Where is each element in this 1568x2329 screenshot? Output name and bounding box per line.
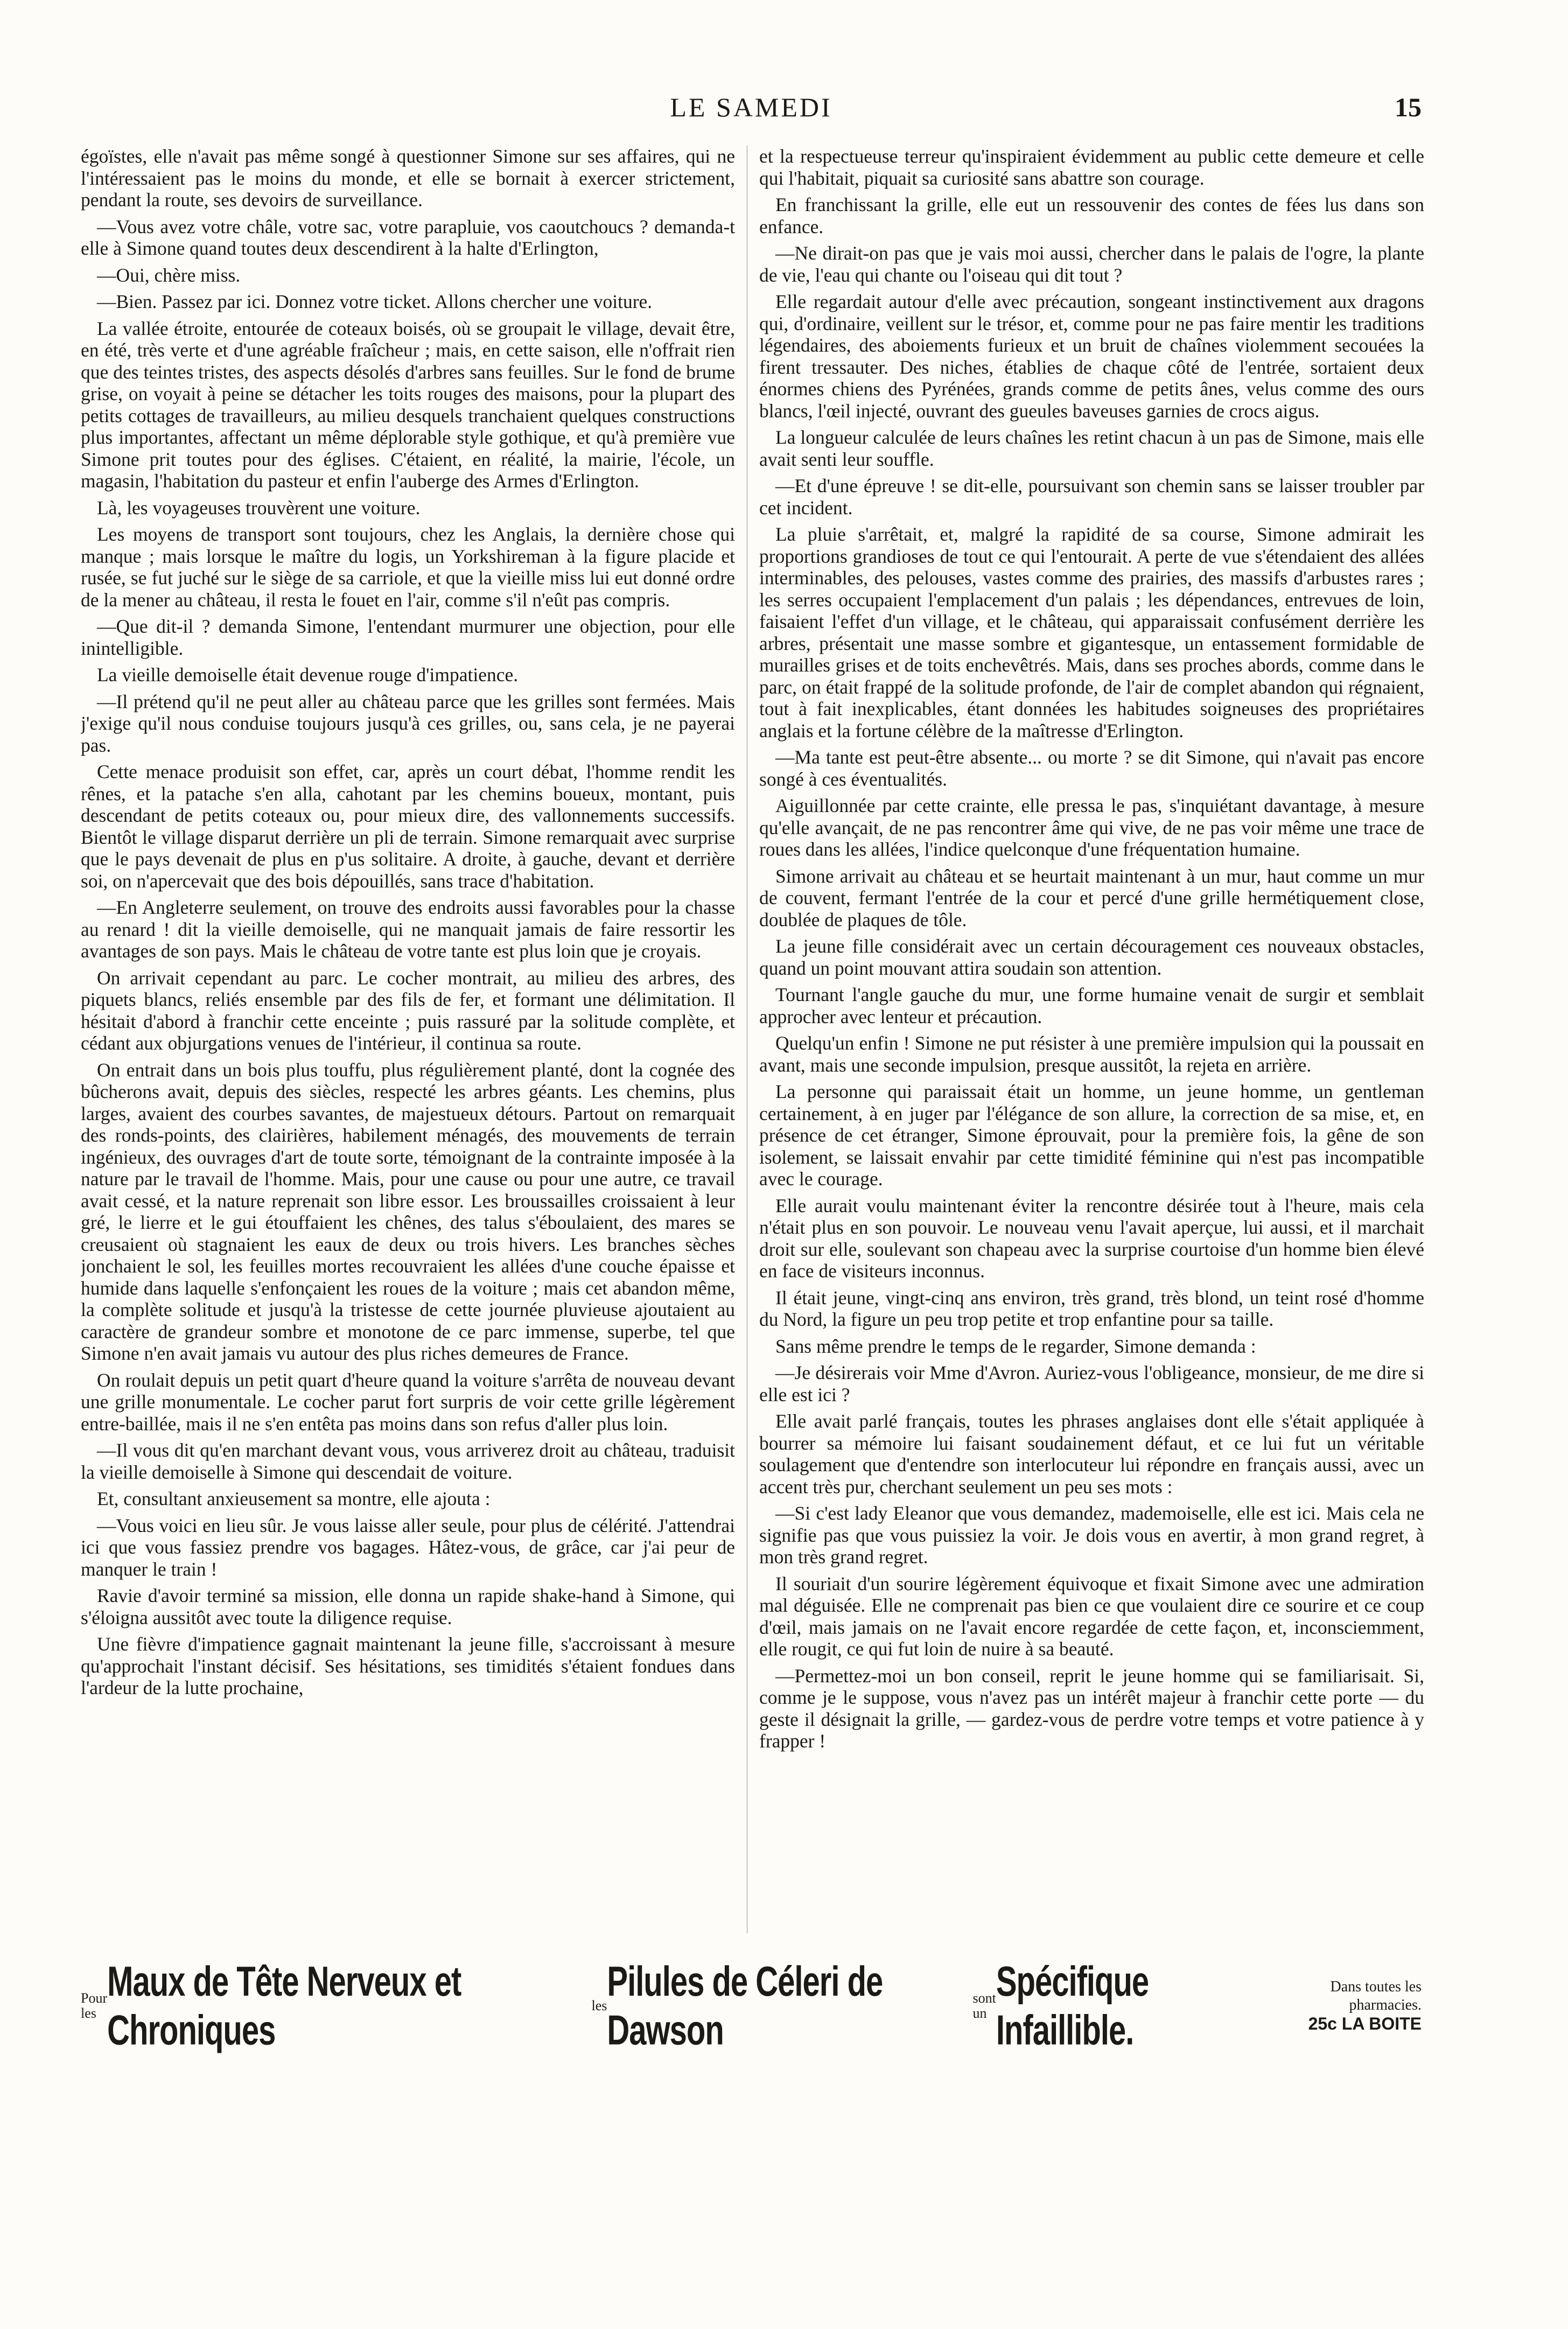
paragraph: En franchissant la grille, elle eut un ressouvenir des contes de fées lus dans son enfance. [759,194,1424,237]
ad-word-un: un [972,2005,987,2021]
paragraph: —Permettez-moi un bon conseil, reprit le jeune homme qui se familiarisait. Si, comme je le suppose, vous n'avez pas un intérêt majeur à franchir cette porte — du geste il désignait la grille, — gardez-vous de perdre votre temps et votre patience à y frapper ! [759,1664,1424,1752]
paragraph: Quelqu'un enfin ! Simone ne put résister à une première impulsion qui la poussait en avant, mais une seconde impulsion, presque aussitôt, la rejeta en arrière. [759,1032,1424,1076]
paragraph: —En Angleterre seulement, on trouve des endroits aussi favorables pour la chasse au renard ! dit la vieille demoiselle, qui ne manquait jamais de faire ressortir les avantages de son pays. Mais le château de votre tante est plus loin que je croyais. [81,897,735,962]
paragraph: —Ne dirait-on pas que je vais moi aussi, chercher dans le palais de l'ogre, la plante de vie, l'eau qui chante ou l'oiseau qui dit tout ? [759,242,1424,286]
ad-word-sont: sont [972,1990,996,2006]
paragraph: La pluie s'arrêtait, et, malgré la rapidité de sa course, Simone admirait les proportions grandioses de tout ce qui l'entourait. A perte de vue s'étendaient des allées interminables, des pelouses, vastes comme des prairies, des massifs d'arbustes rares ; les serres occupaient l'emplacement d'un palais ; les dépendances, entrevues de loin, faisaient l'effet d'un village, et le château, qui apparaissait confusément derrière les arbres, présentait une masse sombre et gigantesque, un entassement formidable de murailles grises et de toits enchevêtrés. Mais, dans ses proches abords, comme dans le parc, on était frappé de la solitude profonde, de l'air de complet abandon qui régnaient, tout à fait inexplicables, étant données les habitudes soigneuses des propriétaires anglais et la fortune célèbre de la maîtresse d'Erlington. [759,523,1424,742]
paragraph: Elle aurait voulu maintenant éviter la rencontre désirée tout à l'heure, mais cela n'était plus en son pouvoir. Le nouveau venu l'avait aperçue, lui aussi, et il marchait droit sur elle, soulevant son chapeau avec la surprise courtoise d'un homme bien élevé en face de visiteurs inconnus. [759,1194,1424,1282]
ad-price: 25c LA BOITE [1308,2013,1422,2033]
ad-pharmacies: Dans toutes les pharmacies. [1330,1978,1422,2013]
paragraph: Il était jeune, vingt-cinq ans environ, très grand, très blond, un teint rosé d'homme du Nord, la figure un peu trop petite et trop enfantine pour sa taille. [759,1286,1424,1330]
paragraph: —Si c'est lady Eleanor que vous demandez, mademoiselle, elle est ici. Mais cela ne signifie pas que vous puissiez la voir. Je dois vous en avertir, à mon grand regret, à mon très grand regret. [759,1502,1424,1568]
paragraph: —Oui, chère miss. [97,264,241,286]
paragraph: Tournant l'angle gauche du mur, une forme humaine venait de surgir et semblait approcher avec lenteur et précaution. [759,984,1424,1027]
ad-word-les-2: les [591,1998,607,2013]
paragraph: —Vous voici en lieu sûr. Je vous laisse aller seule, pour plus de célérité. J'attendrai ici que vous fassiez prendre vos bagages. Hâtez-vous, de grâce, car j'ai peur de manquer le train ! [81,1514,735,1580]
paragraph: —Je désirerais voir Mme d'Avron. Auriez-vous l'obligeance, monsieur, de me dire si elle est ici ? [759,1362,1424,1405]
paragraph: —Il vous dit qu'en marchant devant vous, vous arriverez droit au château, traduisit la vieille demoiselle à Simone qui descendait de voiture. [81,1439,735,1483]
paragraph: Aiguillonnée par cette crainte, elle pressa le pas, s'inquiétant davantage, à mesure qu'elle avançait, de ne pas rencontrer âme qui vive, de ne pas voir même une trace de roues dans les allées, l'indice quelconque d'une fréquentation humaine. [759,795,1424,860]
paragraph: Et, consultant anxieusement sa montre, elle ajouta : [97,1488,491,1509]
paragraph: Il souriait d'un sourire légèrement équivoque et fixait Simone avec une admiration mal déguisée. Elle ne comprenait pas bien ce que voulaient dire ce sourire et ce coup d'œil, mais jamais on ne l'avait encore regardée de cette façon, et, inconsciemment, elle rougit, ce qui fut loin de nuire à sa beauté. [759,1572,1424,1660]
paragraph: On roulait depuis un petit quart d'heure quand la voiture s'arrêta de nouveau devant une grille monumentale. Le cocher parut fort surpris de voir cette grille légèrement entre-baillée, mais il ne s'en entêta pas moins dans son refus d'aller plus loin. [81,1369,735,1435]
ad-price-block [1269,1978,1422,2034]
paragraph: On entrait dans un bois plus touffu, plus régulièrement planté, dont la cognée des bûcherons avait, depuis des siècles, respecté les arbres géants. Les chemins, plus larges, avaient des courbes savantes, de majestueux détours. Partout on remarquait des ronds-points, des clairières, habilement ménagés, des mouvements de terrain ingénieux, des ouvrages d'art de toute sorte, témoignant de la contrainte imposée à la nature par le travail de l'homme. Mais, pour une cause ou pour une autre, ce travail avait cessé, et la nature reprenait son libre essor. Les broussailles croissaient à leur gré, le lierre et le gui étouffaient les chênes, des talus s'éboulaient, des mares se creusaient où stagnaient les eaux de deux ou trois hivers. Les branches sèches jonchaient le sol, les feuilles mortes recouvraient les allées d'une couche épaisse et humide dans laquelle s'enfonçaient les roues de la voiture ; mais cet abandon même, la complète solitude et jusqu'à la tristesse de cette journée pluvieuse ajoutaient au caractère de grandeur sombre et monotone de ce parc immense, superbe, tel que Simone n'en avait jamais vu autour des plus riches demeures de France. [81,1059,735,1364]
paragraph: On arrivait cependant au parc. Le cocher montrait, au milieu des arbres, des piquets blancs, reliés ensemble par des fils de fer, et formant une délimitation. Il hésitait d'abord à franchir cette enceinte ; puis rassuré par la solitude complète, et cédant aux objurgations venues de l'intérieur, il continua sa route. [81,967,735,1054]
paragraph: —Il prétend qu'il ne peut aller au château parce que les grilles sont fermées. Mais j'exige qu'il nous conduise toujours jusqu'à ces grilles, ou, sans cela, je ne payerai pas. [81,690,735,756]
paragraph: La personne qui paraissait était un homme, un jeune homme, un gentleman certainement, à en juger par l'élégance de son allure, la correction de sa mise, et, en présence de cet étranger, Simone éprouvait, pour la première fois, la gêne de son isolement, se laissait envahir par cette timidité féminine qui n'est pas incompatible avec le courage. [759,1081,1424,1190]
ad-prefix [81,1991,107,2021]
paragraph: —Que dit-il ? demanda Simone, l'entendant murmurer une objection, pour elle inintelligible. [81,616,735,659]
journal-title: LE SAMEDI [670,92,832,122]
ad-specifique: Spécifique Infaillible. [996,1957,1149,2054]
paragraph: Une fièvre d'impatience gagnait maintenant la jeune fille, s'accroissant à mesure qu'approchait l'instant décisif. Ses hésitations, ses timidités s'étaient fondues dans l'ardeur de la lutte prochaine, [81,1633,735,1698]
ad-maux: Maux de Tête Nerveux et Chroniques [107,1957,461,2054]
ad-word-pour: Pour [81,1990,108,2006]
right-column [759,145,1424,1966]
paragraph: La vieille demoiselle était devenue rouge d'impatience. [97,664,519,686]
paragraph: égoïstes, elle n'avait pas même songé à questionner Simone sur ses affaires, qui ne l'intéressaient pas le moins du monde, et elle se bornait à exercer strictement, pendant la route, ses devoirs de surveillance. [81,145,735,211]
page-header [81,92,1422,135]
paragraph: Sans même prendre le temps de le regarder, Simone demanda : [775,1335,1256,1357]
paragraph: Elle regardait autour d'elle avec précaution, songeant instinctivement aux dragons qui, d'ordinaire, veillent sur le trésor, et, comme pour ne pas faire mentir les traditions légendaires, des aboiements furieux et un bruit de chaînes violemment secouées la firent tressauter. Des niches, établies de chaque côté de l'entrée, sortaient deux énormes chiens des Pyrénées, grands comme de petits ânes, velus comme des ours blancs, l'œil injecté, ouvrant des gueules baveuses garnies de crocs aigus. [759,291,1424,422]
footer-advertisement [81,1957,1422,2054]
paragraph: La vallée étroite, entourée de coteaux boisés, où se groupait le village, devait être, en été, très verte et d'une agréable fraîcheur ; mais, en cette saison, elle n'offrait rien que des teintes tristes, des aspects désolés d'arbres sans feuilles. Sur le fond de brume grise, on voyait à peine se détacher les toits rouges des maisons, pour la plupart des petits cottages de travailleurs, au milieu desquels tranchaient quelques constructions plus importantes, affectant un même déplorable style gothique, et qu'à première vue Simone prit toutes pour des églises. C'étaient, en réalité, la mairie, l'école, un magasin, l'habitation du pasteur et enfin l'auberge des Armes d'Erlington. [81,317,735,492]
paragraph: —Vous avez votre châle, votre sac, votre parapluie, vos caoutchoucs ? demanda-t elle à Simone quand toutes deux descendirent à la halte d'Erlington, [81,215,735,259]
paragraph: Elle avait parlé français, toutes les phrases anglaises dont elle s'était appliquée à bourrer sa mémoire lui faisant soudainement défaut, et ce lui fut un véritable soulagement que d'entendre son interlocuteur lui répondre en français aussi, avec un accent très pur, cherchant seulement un peu ses mots : [759,1410,1424,1498]
paragraph: Simone arrivait au château et se heurtait maintenant à un mur, haut comme un mur de couvent, fermant l'entrée de la cour et percé d'une grille hermétiquement close, doublée de plaques de tôle. [759,865,1424,931]
page-number: 15 [1395,92,1422,122]
paragraph: —Ma tante est peut-être absente... ou morte ? se dit Simone, qui n'avait pas encore songé à ces éventualités. [759,746,1424,790]
paragraph: Là, les voyageuses trouvèrent une voiture. [97,496,421,519]
ad-sont-un [973,1991,996,2021]
ad-pilules: Pilules de Céleri de Dawson [607,1957,883,2054]
paragraph: La jeune fille considérait avec un certain découragement ces nouveaux obstacles, quand un point mouvant attira soudain son attention. [759,935,1424,979]
left-column [81,145,735,1966]
paragraph: Ravie d'avoir terminé sa mission, elle donna un rapide shake-hand à Simone, qui s'éloigna aussitôt avec toute la diligence requise. [81,1585,735,1628]
paragraph: Les moyens de transport sont toujours, chez les Anglais, la dernière chose qui manque ; mais lorsque le maître du logis, un Yorkshireman à la figure placide et rusée, se fut juché sur le siège de sa carriole, et que la vieille miss lui eut donné ordre de la mener au château, il resta le fouet en l'air, comme s'il n'eût pas compris. [81,523,735,611]
paragraph: La longueur calculée de leurs chaînes les retint chacun à un pas de Simone, mais elle avait senti leur souffle. [759,426,1424,470]
paragraph: Cette menace produisit son effet, car, après un court débat, l'homme rendit les rênes, et la patache s'en alla, cahotant par les chemins boueux, montant, puis descendant de petits coteaux ou, pour mieux dire, des vallonnements successifs. Bientôt le village disparut derrière un pli de terrain. Simone remarquait avec surprise que le pays devenait de plus en p'us solitaire. A droite, à gauche, devant et derrière soi, on n'apercevait que des bois dépouillés, sans trace d'habitation. [81,761,735,892]
paragraph: —Bien. Passez par ici. Donnez votre ticket. Allons chercher une voiture. [97,291,653,312]
ad-word-les: les [81,2005,96,2021]
paragraph: —Et d'une épreuve ! se dit-elle, poursuivant son chemin sans se laisser troubler par cet incident. [759,475,1424,519]
paragraph: et la respectueuse terreur qu'inspiraient évidemment au public cette demeure et celle qui l'habitait, piquait sa curiosité sans abattre son courage. [759,145,1424,189]
